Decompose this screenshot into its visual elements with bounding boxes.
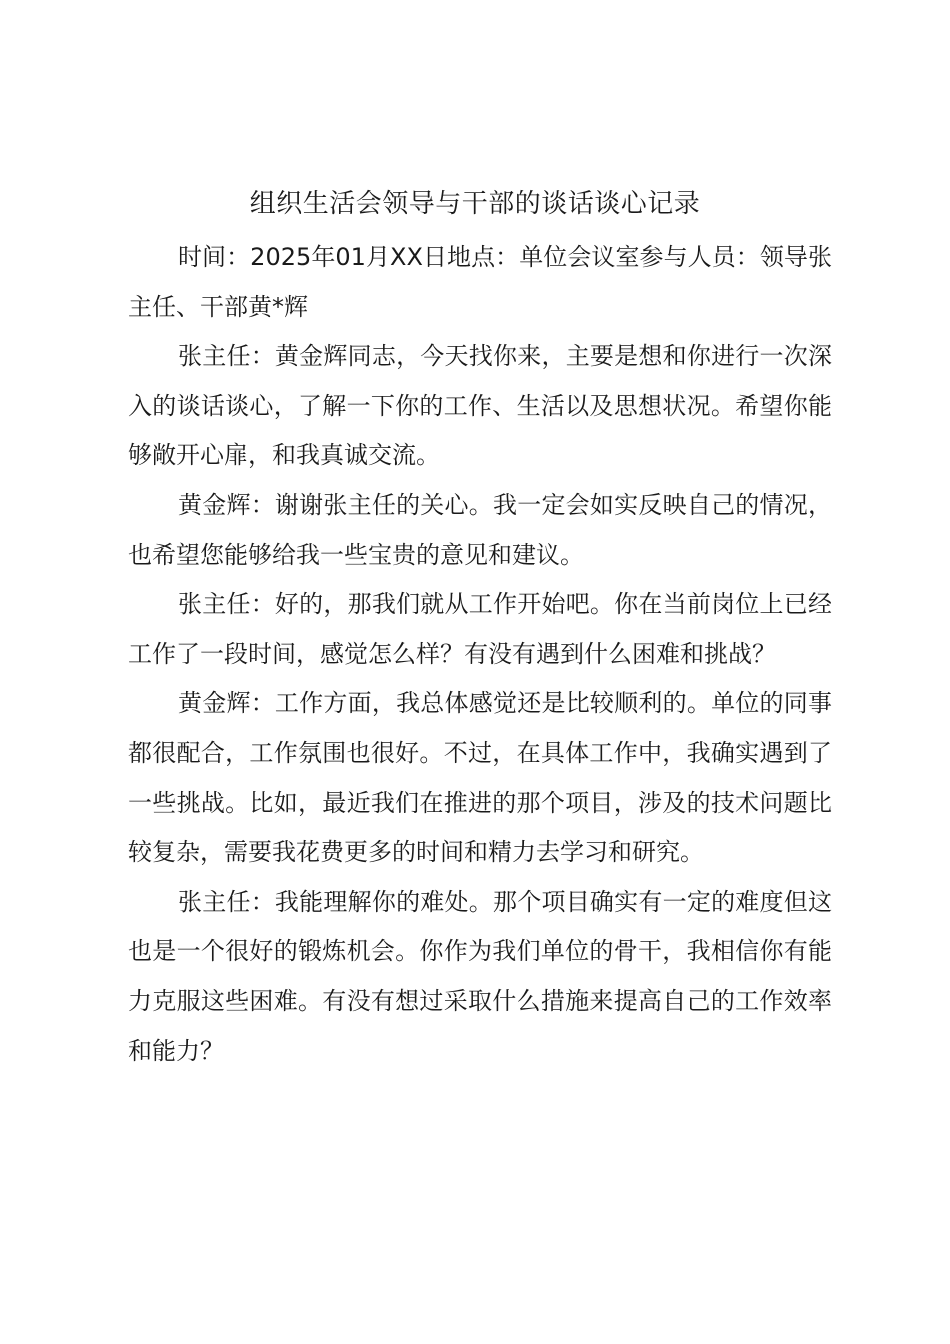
paragraph-meta: 时间：2025年01月XX日地点：单位会议室参与人员：领导张主任、干部黄*辉 (128, 243, 832, 321)
paragraph-zhang-1: 张主任：黄金辉同志，今天找你来，主要是想和你进行一次深入的谈话谈心，了解一下你的工作、生活以及思想状况。希望你能够敞开心扉，和我真诚交流。 (128, 342, 832, 470)
document-title: 组织生活会领导与干部的谈话谈心记录 (249, 189, 701, 219)
document-body (128, 233, 832, 1076)
paragraph-huang-2: 黄金辉：工作方面，我总体感觉还是比较顺利的。单位的同事都很配合，工作氛围也很好。不过，在具体工作中，我确实遇到了一些挑战。比如，最近我们在推进的那个项目，涉及的技术问题比较复杂，需要我花费更多的时间和精力去学习和研究。 (128, 689, 832, 867)
paragraph-zhang-3: 张主任：我能理解你的难处。那个项目确实有一定的难度但这也是一个很好的锻炼机会。你作为我们单位的骨干，我相信你有能力克服这些困难。有没有想过采取什么措施来提高自己的工作效率和能力？ (128, 887, 832, 1065)
paragraph-zhang-2: 张主任：好的，那我们就从工作开始吧。你在当前岗位上已经工作了一段时间，感觉怎么样？有没有遇到什么困难和挑战？ (128, 590, 832, 668)
paragraph-huang-1: 黄金辉：谢谢张主任的关心。我一定会如实反映自己的情况，也希望您能够给我一些宝贵的意见和建议。 (128, 490, 832, 569)
